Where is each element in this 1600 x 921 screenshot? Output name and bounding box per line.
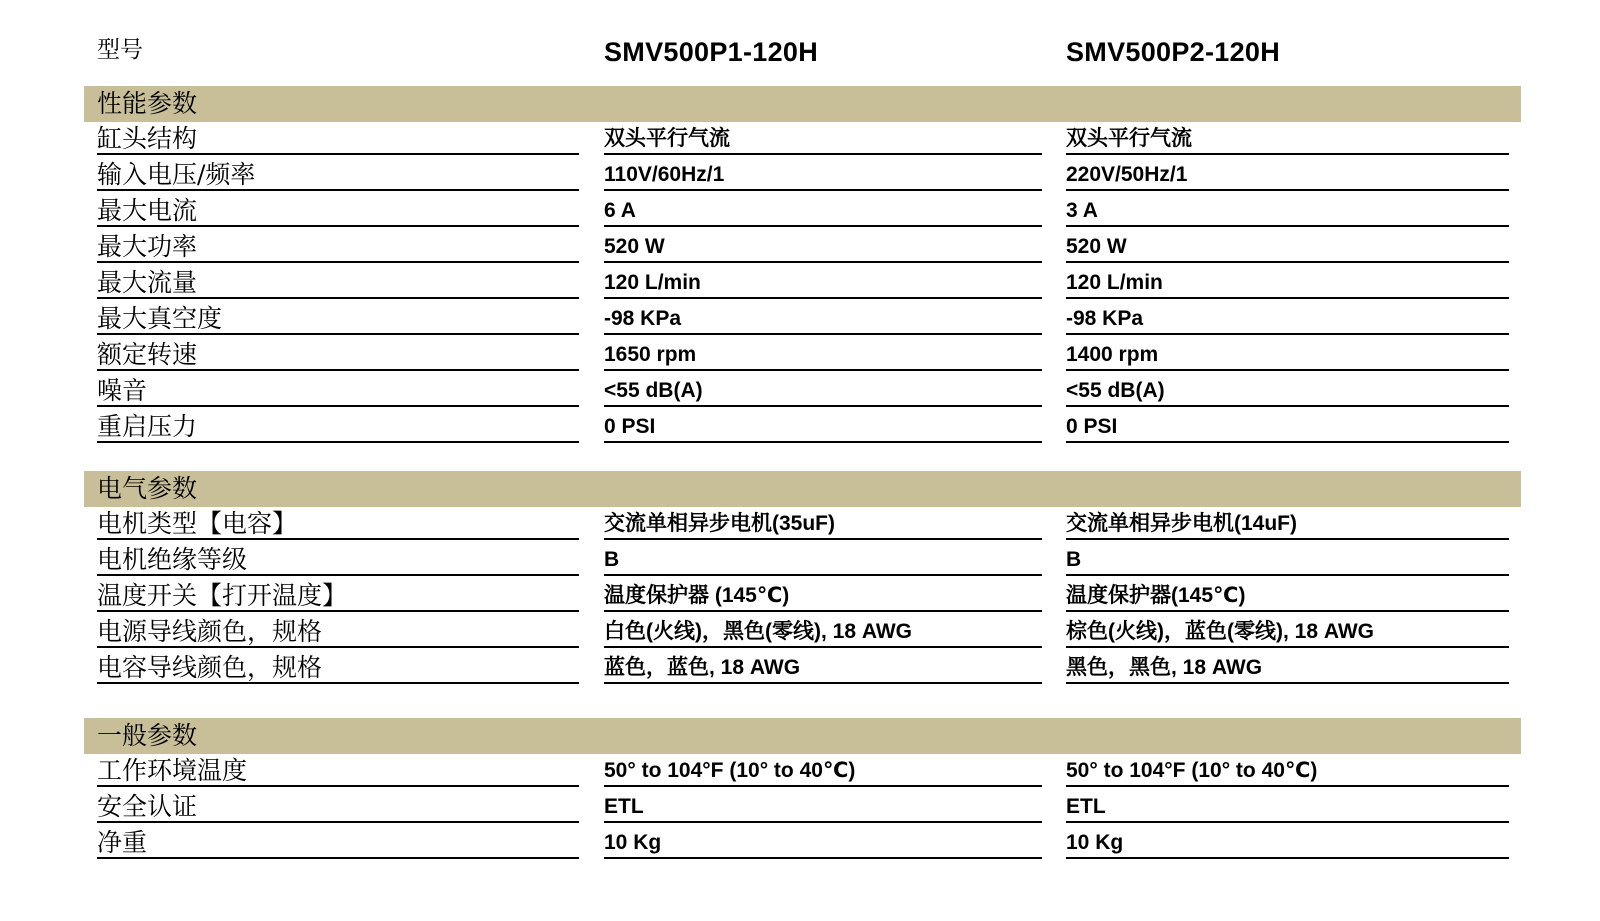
spec-row — [0, 194, 1600, 230]
spec-value-model-1: 温度保护器 (145℃) — [604, 579, 1042, 612]
spec-value-model-2: 10 Kg — [1066, 826, 1509, 859]
spec-rows — [0, 122, 1600, 446]
spec-row — [0, 826, 1600, 862]
spec-row — [0, 410, 1600, 446]
spec-value-model-1: B — [604, 543, 1042, 576]
spec-value-model-1: 120 L/min — [604, 266, 1042, 299]
spec-row — [0, 158, 1600, 194]
spec-label: 工作环境温度 — [97, 754, 579, 787]
spec-value-model-1: 0 PSI — [604, 410, 1042, 443]
section-title: 一般参数 — [97, 721, 198, 750]
spec-label: 最大流量 — [97, 266, 579, 299]
spec-row — [0, 338, 1600, 374]
spec-label: 最大功率 — [97, 230, 579, 263]
spec-row — [0, 790, 1600, 826]
spec-value-model-1: 蓝色，蓝色, 18 AWG — [604, 651, 1042, 684]
model-name-1: SMV500P1-120H — [604, 37, 819, 67]
spec-row — [0, 754, 1600, 790]
spec-label: 最大电流 — [97, 194, 579, 227]
spec-row — [0, 302, 1600, 338]
spec-label: 重启压力 — [97, 410, 579, 443]
spec-value-model-1: 1650 rpm — [604, 338, 1042, 371]
spec-value-model-2: 120 L/min — [1066, 266, 1509, 299]
spec-value-model-2: 520 W — [1066, 230, 1509, 263]
section-title: 性能参数 — [97, 89, 198, 118]
spec-value-model-2: 0 PSI — [1066, 410, 1509, 443]
section-header — [84, 86, 1521, 122]
spec-row — [0, 266, 1600, 302]
spec-label: 电源导线颜色，规格 — [97, 615, 579, 648]
spec-value-model-2: 棕色(火线)，蓝色(零线), 18 AWG — [1066, 615, 1509, 648]
spec-label: 温度开关【打开温度】 — [97, 579, 579, 612]
section-title: 电气参数 — [97, 474, 198, 503]
spec-label: 电容导线颜色，规格 — [97, 651, 579, 684]
spec-row — [0, 579, 1600, 615]
spec-value-model-1: 双头平行气流 — [604, 122, 1042, 155]
spec-label: 噪音 — [97, 374, 579, 407]
spec-row — [0, 122, 1600, 158]
spec-label: 电机类型【电容】 — [97, 507, 579, 540]
spec-value-model-2: 交流单相异步电机(14uF) — [1066, 507, 1509, 540]
spec-value-model-1: 520 W — [604, 230, 1042, 263]
spec-row — [0, 230, 1600, 266]
spec-label: 最大真空度 — [97, 302, 579, 335]
spec-value-model-2: 温度保护器(145℃) — [1066, 579, 1509, 612]
spec-label: 电机绝缘等级 — [97, 543, 579, 576]
spec-row — [0, 374, 1600, 410]
spec-value-model-2: B — [1066, 543, 1509, 576]
spec-rows — [0, 754, 1600, 862]
spec-value-model-2: 50° to 104°F (10° to 40℃) — [1066, 754, 1509, 787]
section-header — [84, 471, 1521, 507]
spec-value-model-1: 10 Kg — [604, 826, 1042, 859]
section-header — [84, 718, 1521, 754]
spec-value-model-1: ETL — [604, 790, 1042, 823]
spec-value-model-2: 黑色，黑色, 18 AWG — [1066, 651, 1509, 684]
spec-value-model-2: 220V/50Hz/1 — [1066, 158, 1509, 191]
spec-value-model-1: 6 A — [604, 194, 1042, 227]
spec-label: 安全认证 — [97, 790, 579, 823]
spec-value-model-2: -98 KPa — [1066, 302, 1509, 335]
model-header-row — [0, 28, 1600, 78]
spec-row — [0, 507, 1600, 543]
spec-value-model-1: 50° to 104°F (10° to 40℃) — [604, 754, 1042, 787]
model-name-2: SMV500P2-120H — [1066, 37, 1281, 67]
spec-row — [0, 615, 1600, 651]
spec-value-model-1: 110V/60Hz/1 — [604, 158, 1042, 191]
spec-value-model-2: 双头平行气流 — [1066, 122, 1509, 155]
spec-value-model-1: <55 dB(A) — [604, 374, 1042, 407]
spec-value-model-2: ETL — [1066, 790, 1509, 823]
spec-value-model-2: 3 A — [1066, 194, 1509, 227]
spec-label: 输入电压/频率 — [97, 158, 579, 191]
spec-label: 缸头结构 — [97, 122, 579, 155]
model-label: 型号 — [97, 37, 143, 63]
spec-value-model-1: 白色(火线)，黑色(零线), 18 AWG — [604, 615, 1042, 648]
spec-label: 净重 — [97, 826, 579, 859]
spec-value-model-2: 1400 rpm — [1066, 338, 1509, 371]
spec-row — [0, 543, 1600, 579]
spec-row — [0, 651, 1600, 687]
spec-rows — [0, 507, 1600, 687]
spec-value-model-1: -98 KPa — [604, 302, 1042, 335]
spec-value-model-2: <55 dB(A) — [1066, 374, 1509, 407]
spec-value-model-1: 交流单相异步电机(35uF) — [604, 507, 1042, 540]
spec-label: 额定转速 — [97, 338, 579, 371]
